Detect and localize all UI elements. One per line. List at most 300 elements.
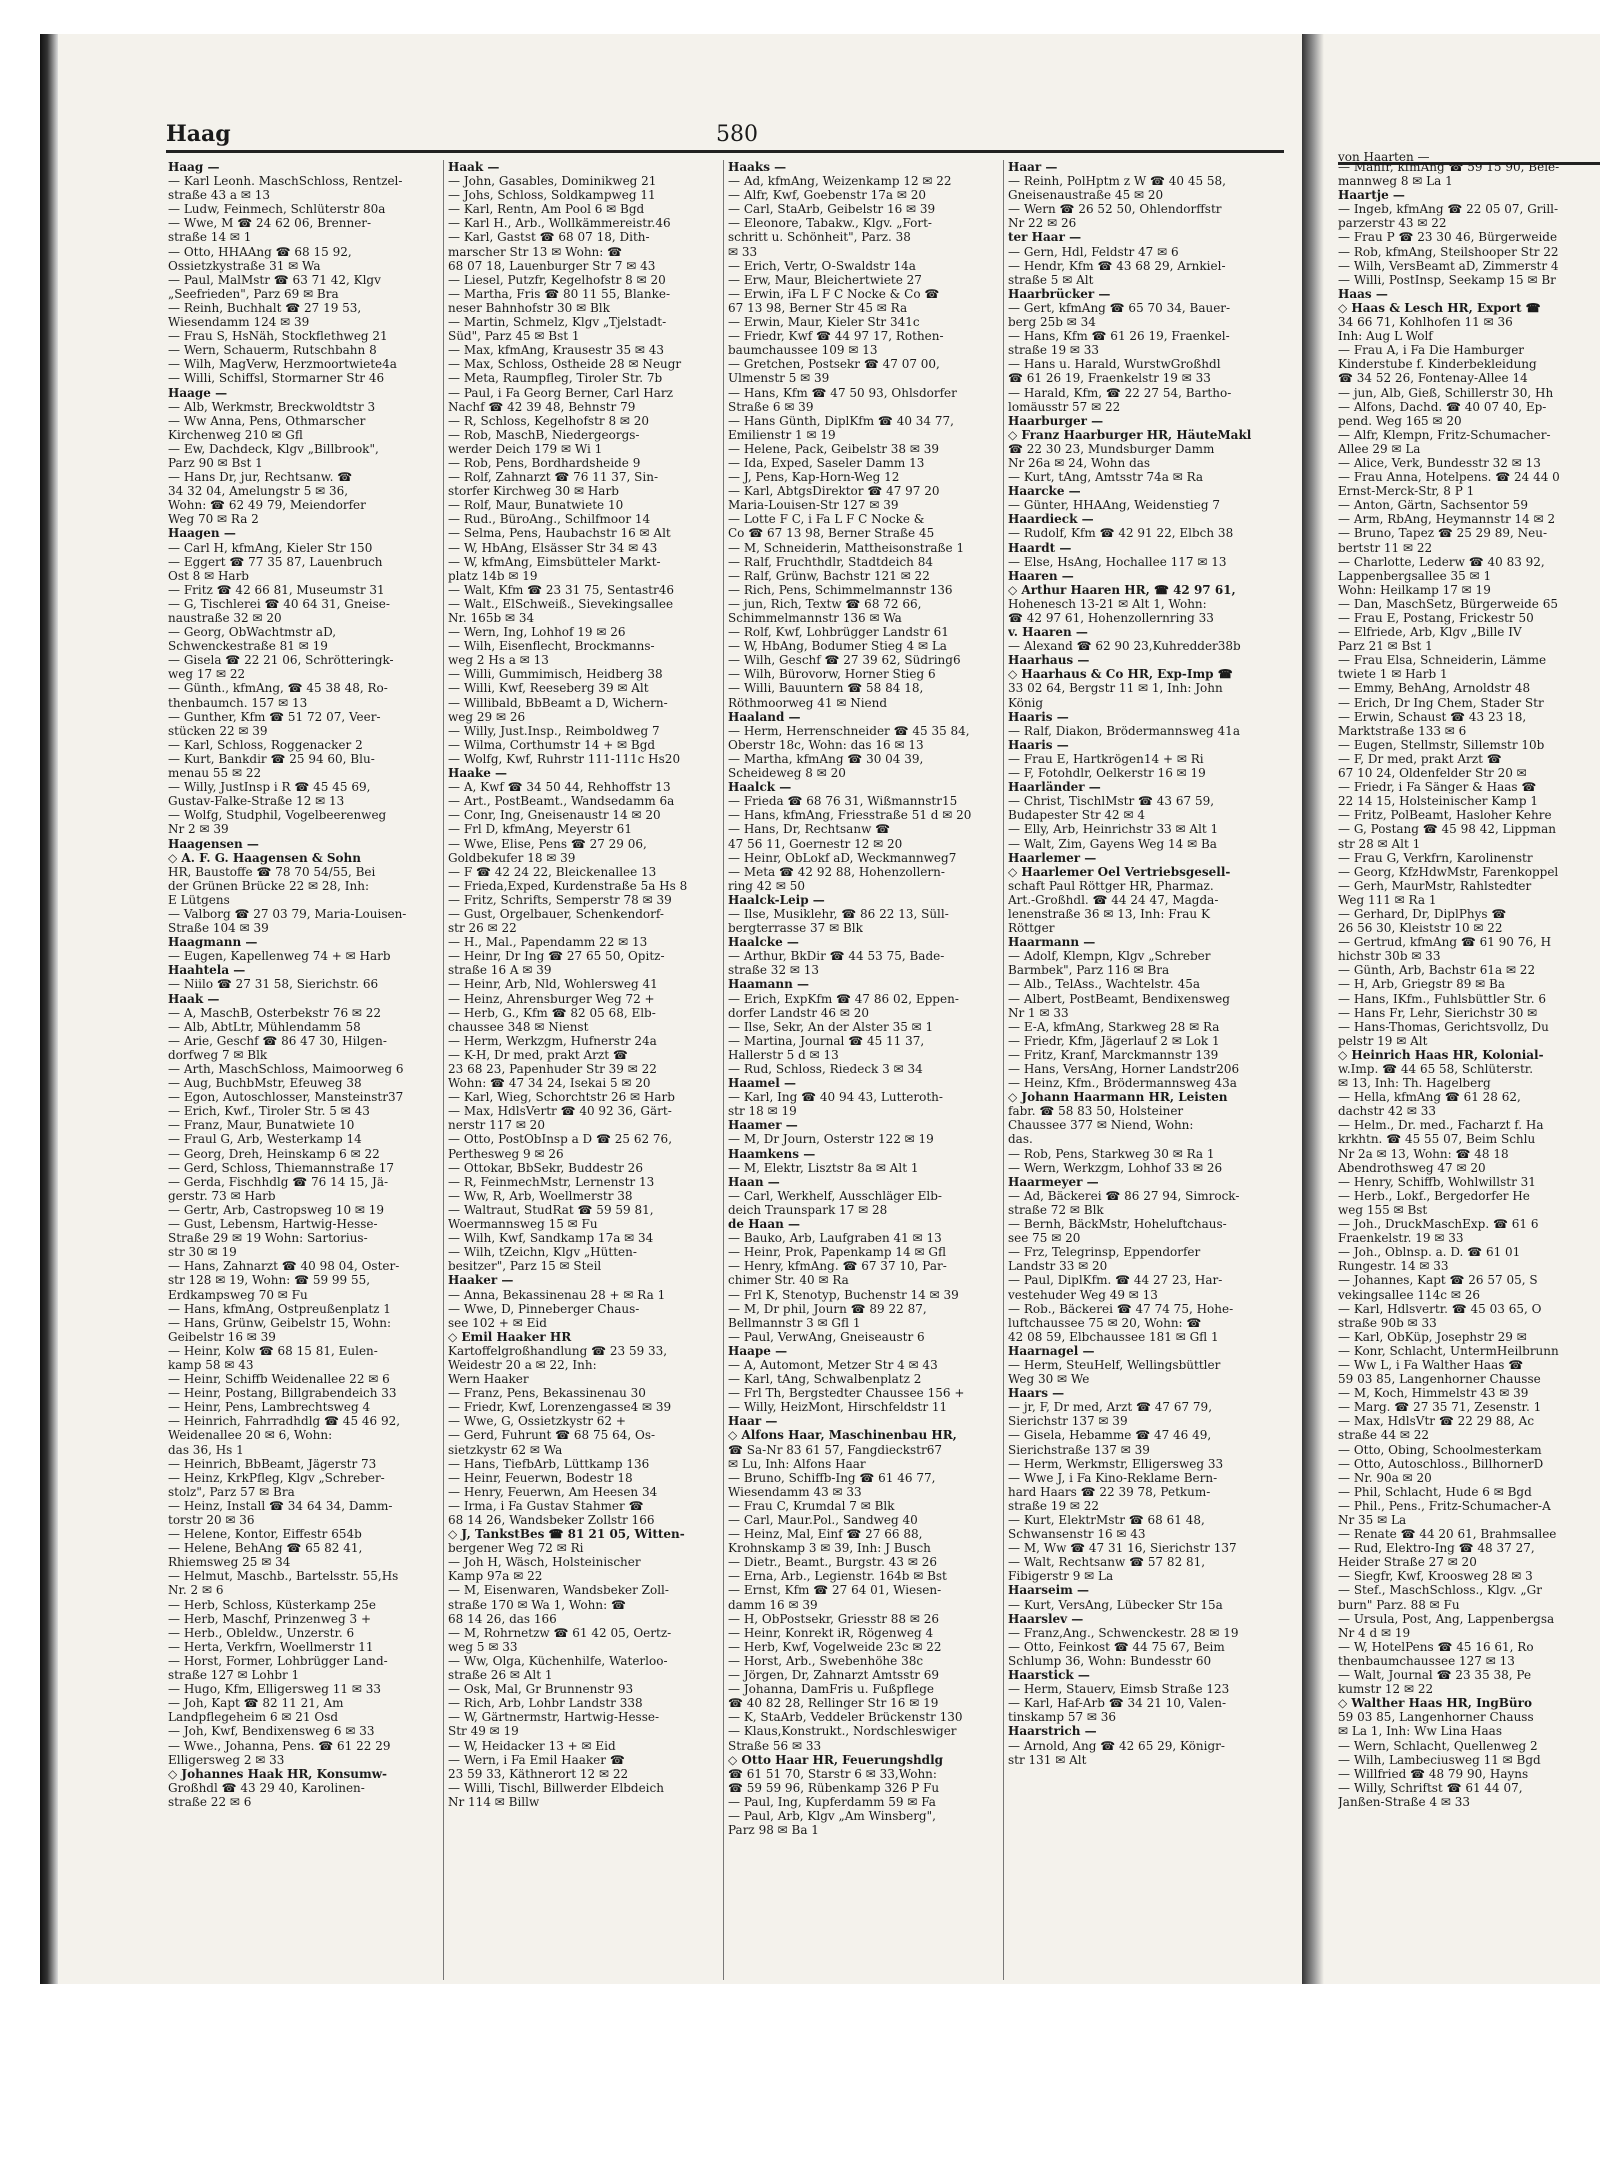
directory-entry: — Friedr, Kwf, Lorenzengasse4 ✉ 39	[448, 1400, 672, 1415]
directory-entry: — Albert, PostBeamt, Bendixensweg	[1008, 991, 1230, 1006]
directory-entry: — Wilh, Eisenflecht, Brockmanns-	[448, 639, 655, 654]
directory-entry: — Herb., Obleldw., Unzerstr. 6	[168, 1625, 355, 1640]
directory-entry: Haarbrücker —	[1008, 286, 1111, 301]
directory-entry: — Rich, Pens, Schimmelmannstr 136	[728, 582, 953, 597]
directory-entry: — K-H, Dr med, prakt Arzt ☎	[448, 1047, 628, 1062]
directory-entry: Kirchenweg 210 ✉ Gfl	[168, 427, 303, 442]
directory-entry: — Ralf, Grünw, Bachstr 121 ✉ 22	[728, 568, 930, 583]
directory-entry: — Erwin, Schaust ☎ 43 23 18,	[1338, 709, 1527, 724]
directory-entry: — F ☎ 42 24 22, Bleickenallee 13	[448, 864, 657, 879]
running-head	[166, 120, 1284, 153]
directory-entry: torstr 20 ✉ 36	[168, 1513, 255, 1527]
directory-entry: — Herm, Werkmstr, Elligersweg 33	[1008, 1456, 1224, 1471]
directory-entry: — Arthur, BkDir ☎ 44 53 75, Bade-	[728, 949, 945, 964]
directory-entry: — Wern, Werkzgm, Lohhof 33 ✉ 26	[1008, 1160, 1223, 1175]
directory-entry: — Willy, HeizMont, Hirschfeldstr 11	[728, 1400, 948, 1415]
directory-entry: kamp 58 ✉ 43	[168, 1357, 254, 1372]
directory-entry: — W, HbAng, Elsässer Str 34 ✉ 43	[448, 540, 658, 555]
directory-entry: — Manfr, kfmAng ☎ 59 15 90, Bele-	[1338, 160, 1560, 174]
directory-entry: Haalck-Leip —	[728, 892, 825, 907]
directory-entry: — Karl, Hdlsvertr. ☎ 45 03 65, O	[1338, 1301, 1542, 1316]
directory-entry: storfer Kirchweg 30 ✉ Harb	[448, 484, 619, 499]
directory-entry: — M, Elektr, Lisztstr 8a ✉ Alt 1	[728, 1160, 919, 1175]
directory-entry: str 26 ✉ 22	[448, 921, 517, 936]
directory-entry: Röttger	[1008, 921, 1055, 936]
directory-entry: Haape —	[728, 1343, 788, 1358]
directory-entry: twiete 1 ✉ Harb 1	[1338, 667, 1448, 682]
directory-entry: — Paul, Ing, Kupferdamm 59 ✉ Fa	[728, 1794, 936, 1809]
directory-entry: — Liesel, Putzfr, Kegelhofstr 8 ✉ 20	[448, 272, 666, 287]
directory-entry: thenbaumchaussee 127 ✉ 13	[1338, 1653, 1515, 1668]
directory-entry: — Johs, Schloss, Soldkampweg 11	[448, 188, 656, 203]
directory-entry: Parz 90 ✉ Bst 1	[168, 455, 263, 470]
directory-entry: — Wwe, G, Ossietzkystr 62 +	[448, 1414, 626, 1429]
directory-entry: ◇ Haarlemer Oel Vertriebsgesell-	[1008, 864, 1231, 879]
directory-entry: Haardieck —	[1008, 512, 1094, 527]
directory-entry: 68 14 26, Wandsbeker Zollstr 166	[448, 1513, 655, 1527]
directory-entry: Schwenckestraße 81 ✉ 19	[168, 639, 328, 654]
directory-entry: — Max, kfmAng, Krausestr 35 ✉ 43	[448, 343, 665, 358]
directory-entry: — Martin, Schmelz, Klgv „Tjelstadt-	[448, 315, 667, 330]
directory-entry: Haarstrich —	[1008, 1724, 1097, 1739]
directory-entry: Co ☎ 67 13 98, Berner Straße 45	[728, 526, 935, 541]
directory-entry: — Hans, IKfm., Fuhlsbüttler Str. 6	[1338, 991, 1546, 1006]
directory-entry: straße 43 a ✉ 13	[168, 188, 270, 203]
directory-entry: weg 155 ✉ Bst	[1338, 1202, 1428, 1217]
directory-entry: — Willy, Schriftst ☎ 61 44 07,	[1338, 1780, 1523, 1795]
directory-entry: — Osk, Mal, Gr Brunnenstr 93	[448, 1682, 634, 1697]
directory-entry: „Seefrieden", Parz 69 ✉ Bra	[168, 286, 339, 301]
directory-entry: — Ilse, Musiklehr, ☎ 86 22 13, Süll-	[728, 906, 949, 921]
column-4	[1004, 160, 1284, 1980]
directory-entry: — Ernst, Kfm ☎ 27 64 01, Wiesen-	[728, 1583, 942, 1598]
directory-entry: — Günth, Arb, Bachstr 61a ✉ 22	[1338, 963, 1536, 978]
directory-entry: — Gisela ☎ 22 21 06, Schrötteringk-	[168, 653, 394, 668]
directory-entry: platz 14b ✉ 19	[448, 568, 538, 583]
directory-entry: Woermannsweg 15 ✉ Fu	[448, 1217, 598, 1232]
directory-entry: — Wern, Ing, Lohhof 19 ✉ 26	[448, 625, 626, 640]
directory-entry: straße 16 A ✉ 39	[448, 963, 552, 978]
directory-entry: str 131 ✉ Alt	[1008, 1752, 1087, 1767]
directory-entry: — Alfons, Dachd. ☎ 40 07 40, Ep-	[1338, 399, 1547, 414]
directory-entry: — jun, Rich, Textw ☎ 68 72 66,	[728, 596, 922, 611]
directory-entry: — Frieda,Exped, Kurdenstraße 5a Hs 8	[448, 878, 688, 893]
directory-entry: Haaland —	[728, 709, 801, 724]
directory-entry: Haamel —	[728, 1076, 796, 1091]
directory-entry: — Wwe, Elise, Pens ☎ 27 29 06,	[448, 836, 647, 851]
directory-entry: — M, Rohrnetzw ☎ 61 42 05, Oertz-	[448, 1625, 672, 1640]
directory-entry: Röthmoorweg 41 ✉ Niend	[728, 695, 888, 710]
directory-entry: naustraße 32 ✉ 20	[168, 611, 282, 625]
directory-entry: burn" Parz. 88 ✉ Fu	[1338, 1597, 1460, 1612]
directory-entry: — John, Gasables, Dominikweg 21	[448, 174, 657, 189]
directory-entry: ☎ 34 52 26, Fontenay-Allee 14	[1338, 371, 1528, 386]
directory-entry: — Otto, Feinkost ☎ 44 75 67, Beim	[1008, 1639, 1225, 1654]
directory-entry: — Hans u. Harald, WurstwGroßhdl	[1008, 357, 1221, 372]
directory-entry: HR, Baustoffe ☎ 78 70 54/55, Bei	[168, 864, 376, 879]
directory-entry: straße 26 ✉ Alt 1	[448, 1668, 553, 1683]
directory-entry: — Wern ☎ 26 52 50, Ohlendorffstr	[1008, 202, 1222, 217]
directory-entry: — Martha, Fris ☎ 80 11 55, Blanke-	[448, 286, 670, 301]
directory-entry: ☎ Sa-Nr 83 61 57, Fangdieckstr67	[728, 1442, 942, 1457]
directory-entry: — Paul, Arb, Klgv „Am Winsberg",	[728, 1808, 936, 1823]
directory-entry: — Siegfr, Kwf, Kroosweg 28 ✉ 3	[1338, 1569, 1533, 1584]
directory-entry: Fraenkelstr. 19 ✉ 33	[1338, 1231, 1464, 1246]
directory-entry: — Hans, Kfm ☎ 47 50 93, Ohlsdorfer	[728, 385, 957, 400]
directory-entry: — Heinz, Ahrensburger Weg 72 +	[448, 991, 655, 1006]
directory-entry: — Joh, Kwf, Bendixensweg 6 ✉ 33	[168, 1724, 375, 1739]
directory-entry: der Grünen Brücke 22 ✉ 28, Inh:	[168, 878, 370, 893]
directory-entry: — Heinr, Postang, Billgrabendeich 33	[168, 1386, 397, 1401]
directory-entry: — Frau P ☎ 23 30 46, Bürgerweide	[1338, 230, 1558, 245]
directory-entry: — Ew, Dachdeck, Klgv „Billbrook",	[168, 441, 379, 456]
directory-entry: — Elly, Arb, Heinrichstr 33 ✉ Alt 1	[1008, 822, 1219, 837]
directory-entry: Haagmann —	[168, 935, 258, 950]
directory-entry: — Hans, kfmAng, Ostpreußenplatz 1	[168, 1301, 391, 1316]
directory-entry: Nr 2 ✉ 39	[168, 822, 229, 837]
directory-entry: 59 03 85, Langenhorner Chauss	[1338, 1710, 1534, 1725]
directory-entry: ☎ 40 82 28, Rellinger Str 16 ✉ 19	[728, 1696, 939, 1711]
directory-entry: — W, kfmAng, Eimsbütteler Markt-	[448, 554, 661, 569]
directory-entry: — Wilh, Kwf, Sandkamp 17a ✉ 34	[448, 1231, 654, 1246]
directory-entry: straße 90b ✉ 33	[1338, 1315, 1437, 1330]
directory-entry: pend. Weg 165 ✉ 20	[1338, 413, 1462, 428]
directory-columns	[164, 160, 1286, 1980]
directory-entry: Maria-Louisen-Str 127 ✉ 39	[728, 498, 899, 513]
directory-entry: bertstr 11 ✉ 22	[1338, 540, 1433, 555]
directory-entry: — Karl, Wieg, Schorchtstr 26 ✉ Harb	[448, 1090, 675, 1105]
directory-entry: — Gunther, Kfm ☎ 51 72 07, Veer-	[168, 709, 381, 724]
directory-entry: — Hans Fr, Lehr, Sierichstr 30 ✉	[1338, 1005, 1538, 1020]
directory-entry: Wiesendamm 124 ✉ 39	[168, 315, 310, 330]
directory-entry: — Gertrud, kfmAng ☎ 61 90 76, H	[1338, 935, 1552, 950]
directory-entry: — Dan, MaschSetz, Bürgerweide 65	[1338, 596, 1558, 611]
directory-entry: ✉ La 1, Inh: Ww Lina Haas	[1338, 1724, 1502, 1739]
directory-entry: Haagen —	[168, 526, 236, 541]
directory-entry: — Otto, Autoschloss., BillhornerD	[1338, 1456, 1544, 1471]
directory-entry: Haas —	[1338, 286, 1388, 301]
directory-entry: — Fritz, Schrifts, Semperstr 78 ✉ 39	[448, 892, 672, 907]
directory-entry: — Bauko, Arb, Laufgraben 41 ✉ 13	[728, 1231, 942, 1246]
directory-entry: Fibigerstr 9 ✉ La	[1008, 1569, 1114, 1584]
directory-entry: Kinderstube f. Kinderbekleidung	[1338, 357, 1537, 372]
directory-entry: Haarnagel —	[1008, 1343, 1095, 1358]
directory-entry: luftchaussee 75 ✉ 20, Wohn: ☎	[1008, 1315, 1202, 1330]
directory-entry: — R, FeinmechMstr, Lernenstr 13	[448, 1174, 655, 1189]
directory-entry: ◇ Walther Haas HR, IngBüro	[1338, 1696, 1532, 1711]
directory-entry: — Helene, Kontor, Eiffestr 654b	[168, 1527, 362, 1542]
directory-entry: — Arth, MaschSchloss, Maimoorweg 6	[168, 1062, 404, 1076]
directory-entry: Wohn: ☎ 47 34 24, Isekai 5 ✉ 20	[448, 1076, 651, 1091]
directory-entry: — Ida, Exped, Saseler Damm 13	[728, 455, 925, 470]
directory-entry: — Georg, KfzHdwMstr, Farenkoppel	[1338, 864, 1559, 879]
directory-entry: — Wern, i Fa Emil Haaker ☎	[448, 1752, 625, 1767]
directory-entry: — Gerda, Fischhdlg ☎ 76 14 15, Jä-	[168, 1174, 389, 1189]
directory-entry: — Carl, Werkhelf, Ausschläger Elb-	[728, 1188, 942, 1203]
directory-entry: — Ludw, Feinmech, Schlüterstr 80a	[168, 202, 386, 217]
directory-entry: — Kurt, tAng, Amtsstr 74a ✉ Ra	[1008, 470, 1204, 485]
directory-entry: Haartje —	[1338, 188, 1405, 203]
directory-entry: — Arm, RbAng, Heymannstr 14 ✉ 2	[1338, 512, 1556, 527]
directory-entry: — Alfr, Klempn, Fritz-Schumacher-	[1338, 427, 1551, 442]
directory-entry: — Karl, Haf-Arb ☎ 34 21 10, Valen-	[1008, 1696, 1226, 1711]
directory-entry: — Henry, kfmAng. ☎ 67 37 10, Par-	[728, 1259, 947, 1274]
directory-entry: — Rob., Bäckerei ☎ 47 74 75, Hohe-	[1008, 1301, 1234, 1316]
directory-entry: — G, Tischlerei ☎ 40 64 31, Gneise-	[168, 596, 390, 611]
directory-entry: Weidestr 20 a ✉ 22, Inh:	[448, 1357, 597, 1372]
directory-entry: — Hans, Zahnarzt ☎ 40 98 04, Oster-	[168, 1259, 400, 1274]
directory-entry: — Helm., Dr. med., Facharzt f. Ha	[1338, 1118, 1544, 1133]
directory-entry: — Heinr, ObLokf aD, Weckmannweg7	[728, 850, 957, 865]
directory-entry: — Ursula, Post, Ang, Lappenbergsa	[1338, 1611, 1555, 1626]
directory-entry: — Henry, Feuerwn, Am Heesen 34	[448, 1484, 658, 1499]
directory-entry: Elligersweg 2 ✉ 33	[168, 1752, 285, 1767]
directory-entry: — Hans Günth, DiplKfm ☎ 40 34 77,	[728, 413, 954, 428]
directory-entry: — Egon, Autoschlosser, Mansteinstr37	[168, 1090, 404, 1105]
directory-entry: — Ilse, Sekr, An der Alster 35 ✉ 1	[728, 1019, 934, 1034]
directory-entry: — Herb., Lokf., Bergedorfer He	[1338, 1188, 1530, 1203]
directory-entry: ter Haar —	[1008, 230, 1082, 245]
directory-entry: — Gerd, Schloss, Thiemannstraße 17	[168, 1160, 394, 1175]
directory-entry: baumchaussee 109 ✉ 13	[728, 343, 878, 358]
directory-entry: — Paul, DiplKfm. ☎ 44 27 23, Har-	[1008, 1273, 1223, 1288]
directory-entry: — Henry, Schiffb, Wohlwillstr 31	[1338, 1174, 1536, 1189]
directory-entry: — Gust, Lebensm, Hartwig-Hesse-	[168, 1217, 378, 1232]
directory-entry: — Wilh, Lambeciusweg 11 ✉ Bgd	[1338, 1752, 1541, 1767]
directory-entry: — Heinrich, BbBeamt, Jägerstr 73	[168, 1456, 377, 1471]
directory-entry: — Ralf, Diakon, Brödermannsweg 41a	[1008, 723, 1240, 738]
directory-entry: — Herm, Herrenschneider ☎ 45 35 84,	[728, 723, 970, 738]
directory-entry: — Heinr, Kolw ☎ 68 15 81, Eulen-	[168, 1343, 378, 1358]
directory-entry: — Erich, ExpKfm ☎ 47 86 02, Eppen-	[728, 991, 959, 1006]
directory-entry: — Karl Leonh. MaschSchloss, Rentzel-	[168, 174, 403, 189]
directory-entry: Krohnskamp 3 ✉ 39, Inh: J Busch	[728, 1541, 931, 1556]
left-page	[40, 34, 1302, 1984]
directory-entry: Janßen-Straße 4 ✉ 33	[1338, 1794, 1471, 1809]
directory-entry: Emilienstr 1 ✉ 19	[728, 427, 836, 442]
directory-entry: — Karl H., Arb., Wollkämmereistr.46	[448, 216, 671, 231]
directory-entry: — Fritz, PolBeamt, Hasloher Kehre	[1338, 808, 1552, 823]
directory-entry: — M, Schneiderin, Mattheisonstraße 1	[728, 540, 965, 555]
directory-entry: ◇ Franz Haarburger HR, HäuteMakl	[1008, 427, 1252, 442]
directory-entry: ◇ Johann Haarmann HR, Leisten	[1008, 1090, 1228, 1105]
directory-entry: ☎ 61 26 19, Fraenkelstr 19 ✉ 33	[1008, 371, 1211, 386]
directory-entry: straße 32 ✉ 13	[728, 963, 820, 978]
directory-entry: weg 17 ✉ 22	[168, 667, 246, 682]
directory-entry: straße 19 ✉ 22	[1008, 1498, 1100, 1513]
directory-entry: Schlump 36, Wohn: Bundesstr 60	[1008, 1653, 1212, 1668]
directory-entry: — Alb, AbtLtr, Mühlendamm 58	[168, 1019, 361, 1034]
directory-entry: — Heinr, Prok, Papenkamp 14 ✉ Gfl	[728, 1245, 946, 1260]
directory-entry: — Ad, kfmAng, Weizenkamp 12 ✉ 22	[728, 174, 952, 189]
directory-entry: — Elfriede, Arb, Klgv „Bille IV	[1338, 625, 1522, 640]
directory-entry: menau 55 ✉ 22	[168, 766, 262, 781]
directory-entry: — Eugen, Kapellenweg 74 + ✉ Harb	[168, 949, 391, 964]
directory-entry: Wohn: ☎ 62 49 79, Meiendorfer	[168, 498, 366, 513]
directory-entry: Haahtela —	[168, 963, 246, 978]
directory-entry: chaussee 348 ✉ Nienst	[448, 1019, 589, 1034]
directory-entry: — Walt, Rechtsanw ☎ 57 82 81,	[1008, 1555, 1206, 1570]
directory-entry: damm 16 ✉ 39	[728, 1597, 818, 1612]
directory-entry: Haaks —	[728, 160, 787, 174]
directory-entry: neser Bahnhofstr 30 ✉ Blk	[448, 300, 610, 315]
directory-entry: — Erich, Dr Ing Chem, Stader Str	[1338, 695, 1544, 710]
directory-entry: Haaker —	[448, 1273, 514, 1288]
directory-entry: sietzkystr 62 ✉ Wa	[448, 1442, 563, 1457]
directory-entry: — Ww Anna, Pens, Othmarscher	[168, 413, 366, 428]
directory-entry: — Hans, Grünw, Geibelstr 15, Wohn:	[168, 1315, 392, 1330]
directory-entry: Oberstr 18c, Wohn: das 16 ✉ 13	[728, 737, 924, 752]
right-column	[1338, 160, 1600, 1980]
directory-entry: — Hans, kfmAng, Friesstraße 51 d ✉ 20	[728, 808, 972, 823]
directory-entry: — H, Arb, Griegstr 89 ✉ Ba	[1338, 977, 1506, 992]
directory-entry: v. Haaren —	[1008, 625, 1088, 640]
directory-entry: — A, MaschB, Osterbekstr 76 ✉ 22	[168, 1005, 382, 1020]
directory-entry: — Erwin, Maur, Kieler Str 341c	[728, 315, 920, 330]
directory-entry: — Bruno, Tapez ☎ 25 29 89, Neu-	[1338, 526, 1548, 541]
directory-entry: — Frau A, i Fa Die Hamburger	[1338, 343, 1525, 358]
directory-entry: — Gertr, Arb, Castropsweg 10 ✉ 19	[168, 1202, 385, 1217]
directory-entry: Haalck —	[728, 780, 792, 795]
directory-entry: — Konr, Schlacht, UntermHeilbrunn	[1338, 1343, 1559, 1358]
directory-entry: Nr 26a ✉ 24, Wohn das	[1008, 455, 1151, 470]
directory-entry: Hohenesch 13-21 ✉ Alt 1, Wohn:	[1008, 596, 1207, 611]
directory-entry: Haamann —	[728, 977, 809, 992]
directory-entry: str 30 ✉ 19	[168, 1245, 237, 1260]
directory-entry: — Fritz ☎ 42 66 81, Museumstr 31	[168, 582, 385, 597]
directory-entry: — Frau E, Postang, Frickestr 50	[1338, 611, 1534, 625]
directory-entry: — Rob, MaschB, Niedergeorgs-	[448, 427, 640, 442]
directory-entry: — Frl K, Stenotyp, Buchenstr 14 ✉ 39	[728, 1287, 959, 1302]
directory-entry: — Willi, Schiffsl, Stormarner Str 46	[168, 371, 385, 386]
directory-entry: Haaris —	[1008, 737, 1069, 752]
directory-entry: straße 127 ✉ Lohbr 1	[168, 1668, 300, 1683]
directory-entry: — Herb, Kwf, Vogelweide 23c ✉ 22	[728, 1639, 942, 1654]
directory-entry: — Frau E, Hartkrögen14 + ✉ Ri	[1008, 751, 1204, 766]
directory-entry: 22 14 15, Holsteinischer Kamp 1	[1338, 794, 1538, 809]
directory-entry: bergener Weg 72 ✉ Ri	[448, 1541, 584, 1556]
directory-entry: mannweg 8 ✉ La 1	[1338, 174, 1453, 189]
directory-entry: weg 29 ✉ 26	[448, 709, 526, 724]
directory-entry: dorfweg 7 ✉ Blk	[168, 1047, 268, 1062]
directory-entry: — Herb, G., Kfm ☎ 82 05 68, Elb-	[448, 1005, 656, 1020]
directory-entry: — Rob, Pens, Starkweg 30 ✉ Ra 1	[1008, 1146, 1215, 1161]
directory-entry: — Wilh, VersBeamt aD, Zimmerstr 4	[1338, 258, 1559, 273]
directory-entry: — Wwe J, i Fa Kino-Reklame Bern-	[1008, 1470, 1218, 1485]
directory-entry: — Wilma, Corthumstr 14 + ✉ Bgd	[448, 737, 656, 752]
directory-entry: Schwansenstr 16 ✉ 43	[1008, 1527, 1146, 1542]
directory-entry: — Heinr, Pens, Lambrechtsweg 4	[168, 1400, 371, 1415]
directory-entry: — Frau G, Verkfrn, Karolinenstr	[1338, 850, 1533, 865]
directory-entry: — Willi, PostInsp, Seekamp 15 ✉ Br	[1338, 272, 1556, 287]
directory-entry: — Friedr, Kfm, Jägerlauf 2 ✉ Lok 1	[1008, 1033, 1220, 1048]
directory-entry: — Heinr, Arb, Nld, Wohlersweg 41	[448, 977, 658, 992]
directory-entry: Haagensen —	[168, 836, 259, 851]
directory-entry: — M, Koch, Himmelstr 43 ✉ 39	[1338, 1386, 1529, 1401]
directory-entry: — Gert, kfmAng ☎ 65 70 34, Bauer-	[1008, 300, 1231, 315]
directory-entry: — Herb, Schloss, Küsterkamp 25e	[168, 1597, 377, 1612]
directory-entry: — Hella, kfmAng ☎ 61 28 62,	[1338, 1090, 1521, 1105]
directory-entry: — Alexand ☎ 62 90 23,Kuhredder38b	[1008, 639, 1241, 654]
directory-entry: — E-A, kfmAng, Starkweg 28 ✉ Ra	[1008, 1019, 1220, 1034]
directory-entry: ◇ J, TankstBes ☎ 81 21 05, Witten-	[448, 1527, 685, 1542]
directory-entry: — Hans, TiefbArb, Lüttkamp 136	[448, 1456, 650, 1471]
directory-entry: Heider Straße 27 ✉ 20	[1338, 1555, 1477, 1570]
directory-entry: E Lütgens	[168, 892, 230, 907]
directory-entry: — Gerh, MaurMstr, Rahlstedter	[1338, 878, 1532, 893]
directory-entry: ◇ Emil Haaker HR	[448, 1329, 572, 1344]
directory-entry: Gustav-Falke-Straße 12 ✉ 13	[168, 794, 345, 809]
directory-entry: — Rolf, Zahnarzt ☎ 76 11 37, Sin-	[448, 470, 659, 485]
directory-entry: — Arnold, Ang ☎ 42 65 29, Königr-	[1008, 1738, 1225, 1753]
directory-entry: — Valborg ☎ 27 03 79, Maria-Louisen-	[168, 906, 407, 921]
directory-entry: — Herb, Maschf, Prinzenweg 3 +	[168, 1611, 372, 1626]
directory-entry: 68 14 26, das 166	[448, 1611, 557, 1626]
directory-entry: — Stef., MaschSchloss., Klgv. „Gr	[1338, 1583, 1542, 1598]
directory-entry: schritt u. Schönheit", Parz. 38	[728, 230, 911, 245]
directory-entry: — Martina, Journal ☎ 45 11 37,	[728, 1033, 925, 1048]
directory-entry: Wohn: Heilkamp 17 ✉ 19	[1338, 582, 1491, 597]
directory-entry: — Wwe, M ☎ 24 62 06, Brenner-	[168, 216, 372, 231]
directory-entry: Geibelstr 16 ✉ 39	[168, 1329, 276, 1344]
directory-entry: ◇ Heinrich Haas HR, Kolonial-	[1338, 1047, 1544, 1062]
directory-entry: — Karl, ObKüp, Josephstr 29 ✉	[1338, 1329, 1527, 1344]
directory-entry: Art.-Großhdl. ☎ 44 24 47, Magda-	[1008, 892, 1219, 907]
directory-entry: — Paul, VerwAng, Gneiseaustr 6	[728, 1329, 925, 1344]
directory-entry: Haarlemer —	[1008, 850, 1097, 865]
directory-entry: — Kurt, VersAng, Lübecker Str 15a	[1008, 1597, 1223, 1612]
directory-entry: — Wwe., Johanna, Pens. ☎ 61 22 29	[168, 1738, 391, 1753]
directory-entry: — Otto, Obing, Schoolmesterkam	[1338, 1442, 1542, 1457]
directory-entry: — Selma, Pens, Haubachstr 16 ✉ Alt	[448, 526, 671, 541]
directory-entry: — Gust, Orgelbauer, Schenkendorf-	[448, 906, 664, 921]
directory-entry: ☎ 59 59 96, Rübenkamp 326 P Fu	[728, 1780, 940, 1795]
directory-entry: — Rud., BüroAng., Schilfmoor 14	[448, 512, 651, 527]
directory-entry: — Georg, ObWachtmstr aD,	[168, 625, 337, 640]
directory-entry: — Günter, HHAAng, Weidenstieg 7	[1008, 498, 1220, 513]
directory-entry: Haage —	[168, 385, 228, 400]
directory-entry: — Otto, HHAAng ☎ 68 15 92,	[168, 244, 352, 259]
directory-entry: Haaren —	[1008, 568, 1074, 583]
directory-entry: — Heinr, Konrekt iR, Rögenweg 4	[728, 1625, 934, 1640]
directory-entry: — Walt, Zim, Gayens Weg 14 ✉ Ba	[1008, 836, 1217, 851]
directory-entry: — Walt, Journal ☎ 23 35 38, Pe	[1338, 1668, 1532, 1683]
directory-entry: — Alice, Verk, Bundesstr 32 ✉ 13	[1338, 455, 1541, 470]
directory-entry: — Heinrich, Fahrradhdlg ☎ 45 46 92,	[168, 1414, 401, 1429]
directory-entry: — Willi, Kwf, Reeseberg 39 ✉ Alt	[448, 681, 649, 696]
directory-entry: Haarburger —	[1008, 413, 1104, 428]
directory-entry: Nachf ☎ 42 39 48, Behnstr 79	[448, 399, 636, 414]
directory-entry: — Phil, Schlacht, Hude 6 ✉ Bgd	[1338, 1484, 1532, 1499]
directory-entry: — Max, HdlsVertr ☎ 40 92 36, Gärt-	[448, 1104, 672, 1119]
directory-entry: — Heinz, KrkPfleg, Klgv „Schreber-	[168, 1470, 385, 1485]
directory-entry: — Rudolf, Kfm ☎ 42 91 22, Elbch 38	[1008, 526, 1234, 541]
directory-entry: Budapester Str 42 ✉ 4	[1008, 808, 1145, 823]
directory-entry: ◇ Haarhaus & Co HR, Exp-Imp ☎	[1008, 667, 1233, 682]
directory-entry: 33 02 64, Bergstr 11 ✉ 1, Inh: John	[1008, 681, 1223, 696]
column-1	[164, 160, 444, 1980]
directory-entry: — Franz,Ang., Schwenckestr. 28 ✉ 19	[1008, 1625, 1239, 1640]
directory-entry: — Klaus,Konstrukt., Nordschleswiger	[728, 1724, 957, 1739]
directory-entry: — Wern, Schlacht, Quellenweg 2	[1338, 1738, 1538, 1753]
directory-entry: — Rob, kfmAng, Steilshooper Str 22	[1338, 244, 1559, 259]
directory-entry: Weg 30 ✉ We	[1008, 1372, 1090, 1387]
directory-entry: — Paul, i Fa Georg Berner, Carl Harz	[448, 385, 673, 400]
directory-entry: — Erich, Kwf., Tiroler Str. 5 ✉ 43	[168, 1104, 370, 1119]
directory-entry: — Frl D, kfmAng, Meyerstr 61	[448, 822, 632, 837]
directory-entry: stolz", Parz 57 ✉ Bra	[168, 1484, 295, 1499]
directory-entry: Wiesendamm 43 ✉ 33	[728, 1484, 862, 1499]
